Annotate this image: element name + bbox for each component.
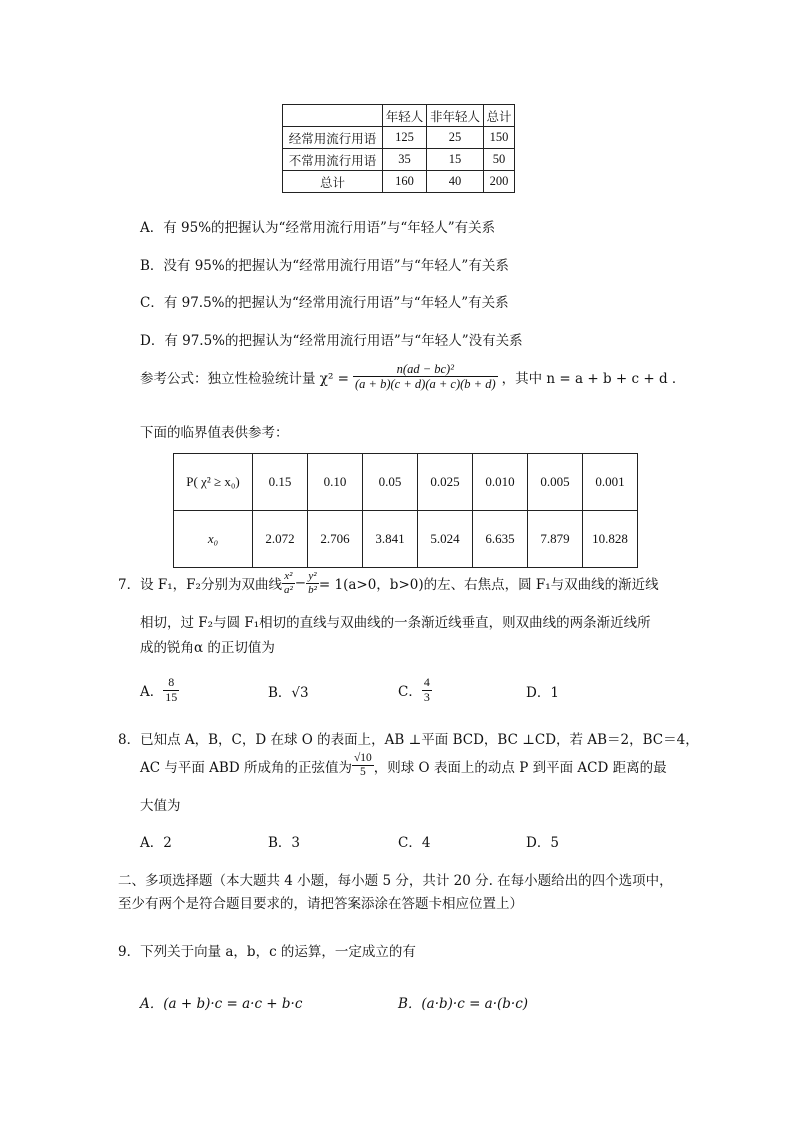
fraction-denominator: b² bbox=[308, 583, 317, 596]
table-cell: 0.05 bbox=[363, 454, 418, 511]
critical-value-table bbox=[173, 453, 638, 568]
q9-option-a: A．(a + b)·c = a·c + b·c bbox=[140, 996, 303, 1012]
formula-denominator: (a + b)(c + d)(a + c)(b + d) bbox=[355, 377, 496, 392]
q8-line2 bbox=[140, 752, 667, 779]
table-cell: 0.15 bbox=[253, 454, 308, 511]
fraction-denominator: 5 bbox=[359, 766, 366, 779]
q7-text-b: = 1(a>0，b>0)的左、右焦点，圆 F₁与双曲线的渐近线 bbox=[318, 577, 659, 594]
table-cell: 7.879 bbox=[528, 511, 583, 568]
table-cell: 160 bbox=[383, 171, 427, 193]
table-cell: 150 bbox=[484, 127, 515, 149]
q7-option-a bbox=[140, 676, 179, 705]
q8-text-b: ，则球 O 表面上的动点 P 到平面 ACD 距离的最 bbox=[373, 759, 667, 776]
fraction-denominator: 3 bbox=[423, 689, 430, 704]
fraction-numerator: 8 bbox=[163, 676, 179, 691]
table-row bbox=[283, 171, 515, 193]
formula-prefix: 参考公式：独立性检验统计量 χ² = bbox=[140, 370, 349, 387]
table-cell: x₀ bbox=[174, 511, 253, 568]
q6-option-c: C．有 97.5%的把握认为“经常用流行用语”与“年轻人”有关系 bbox=[140, 295, 509, 311]
table-cell: 不常用流行用语 bbox=[283, 149, 383, 171]
table-cell: 2.072 bbox=[253, 511, 308, 568]
q8-text-a: AC 与平面 ABD 所成角的正弦值为 bbox=[140, 759, 352, 776]
table-cell: 25 bbox=[427, 127, 484, 149]
q6-option-a: A．有 95%的把握认为“经常用流行用语”与“年轻人”有关系 bbox=[140, 220, 496, 236]
table-cell: P( χ² ≥ x₀) bbox=[174, 454, 253, 511]
fraction-numerator: 4 bbox=[423, 675, 430, 689]
contingency-table bbox=[282, 104, 515, 193]
q6-option-d: D．有 97.5%的把握认为“经常用流行用语”与“年轻人”没有关系 bbox=[140, 333, 523, 349]
fraction-numerator: x² bbox=[282, 570, 295, 584]
table-header-cell: 总计 bbox=[484, 105, 515, 127]
q7-line3: 成的锐角α 的正切值为 bbox=[140, 640, 275, 656]
q7-fraction-x bbox=[282, 570, 295, 596]
q9-option-b: B．(a·b)·c = a·(b·c) bbox=[398, 996, 529, 1012]
fraction-denominator: a² bbox=[283, 583, 293, 596]
q8-option-a: A．2 bbox=[140, 835, 172, 851]
table-cell: 6.635 bbox=[473, 511, 528, 568]
formula-fraction bbox=[353, 362, 498, 392]
table-row bbox=[283, 149, 515, 171]
q6-option-b: B．没有 95%的把握认为“经常用流行用语”与“年轻人”有关系 bbox=[140, 258, 509, 274]
table-cell: 3.841 bbox=[363, 511, 418, 568]
table-cell: 0.001 bbox=[583, 454, 638, 511]
table-row bbox=[174, 511, 638, 568]
table-cell: 0.010 bbox=[473, 454, 528, 511]
table-cell: 0.005 bbox=[528, 454, 583, 511]
table-cell: 15 bbox=[427, 149, 484, 171]
table-cell: 总计 bbox=[283, 171, 383, 193]
reference-formula bbox=[140, 362, 685, 392]
q7-text-a: 7．设 F₁，F₂分别为双曲线 bbox=[118, 577, 282, 594]
q8-line3: 大值为 bbox=[140, 798, 181, 814]
option-fraction bbox=[422, 676, 432, 705]
q8-line1: 8．已知点 A，B，C，D 在球 O 的表面上，AB ⊥平面 BCD，BC ⊥CD，若 AB＝2，BC＝4， bbox=[118, 732, 699, 748]
q8-option-c: C．4 bbox=[398, 835, 431, 851]
table-cell: 0.10 bbox=[308, 454, 363, 511]
option-fraction bbox=[163, 676, 179, 705]
q8-option-d: D．5 bbox=[526, 835, 559, 851]
q7-minus: − bbox=[294, 575, 307, 592]
table-row bbox=[283, 127, 515, 149]
table-cell: 经常用流行用语 bbox=[283, 127, 383, 149]
fraction-numerator: y² bbox=[306, 570, 319, 584]
table-header-cell bbox=[283, 105, 383, 127]
table-cell: 5.024 bbox=[418, 511, 473, 568]
q7-option-d: D．1 bbox=[526, 685, 559, 701]
table-cell: 40 bbox=[427, 171, 484, 193]
table-cell: 125 bbox=[383, 127, 427, 149]
fraction-denominator: 15 bbox=[165, 689, 178, 704]
q7-fraction-y bbox=[306, 570, 319, 596]
fraction-numerator: √10 bbox=[352, 752, 374, 766]
critical-table-intro: 下面的临界值表供参考： bbox=[140, 425, 289, 441]
table-cell: 35 bbox=[383, 149, 427, 171]
q8-fraction bbox=[352, 752, 374, 779]
table-header-cell: 非年轻人 bbox=[427, 105, 484, 127]
section2-heading-line2: 至少有两个是符合题目要求的，请把答案添涂在答题卡相应位置上） bbox=[118, 896, 523, 912]
q7-line1 bbox=[118, 570, 659, 596]
q7-option-b: B．√3 bbox=[268, 685, 309, 701]
table-cell: 2.706 bbox=[308, 511, 363, 568]
formula-numerator: n(ad − bc)² bbox=[353, 362, 498, 377]
table-row bbox=[283, 105, 515, 127]
section2-heading-line1: 二、多项选择题（本大题共 4 小题，每小题 5 分，共计 20 分. 在每小题给出的四个选项中， bbox=[118, 873, 673, 889]
formula-suffix: ，其中 n = a + b + c + d ． bbox=[501, 370, 686, 387]
table-cell: 200 bbox=[484, 171, 515, 193]
option-label: C． bbox=[398, 684, 422, 701]
table-cell: 0.025 bbox=[418, 454, 473, 511]
q9-stem: 9．下列关于向量 a，b，c 的运算，一定成立的有 bbox=[118, 944, 416, 960]
table-row bbox=[174, 454, 638, 511]
table-header-cell: 年轻人 bbox=[383, 105, 427, 127]
table-cell: 50 bbox=[484, 149, 515, 171]
q7-option-c bbox=[398, 676, 432, 705]
option-label: A． bbox=[140, 684, 164, 701]
q7-line2: 相切，过 F₂与圆 F₁相切的直线与双曲线的一条渐近线垂直，则双曲线的两条渐近线所 bbox=[140, 615, 651, 631]
table-cell: 10.828 bbox=[583, 511, 638, 568]
q8-option-b: B．3 bbox=[268, 835, 301, 851]
